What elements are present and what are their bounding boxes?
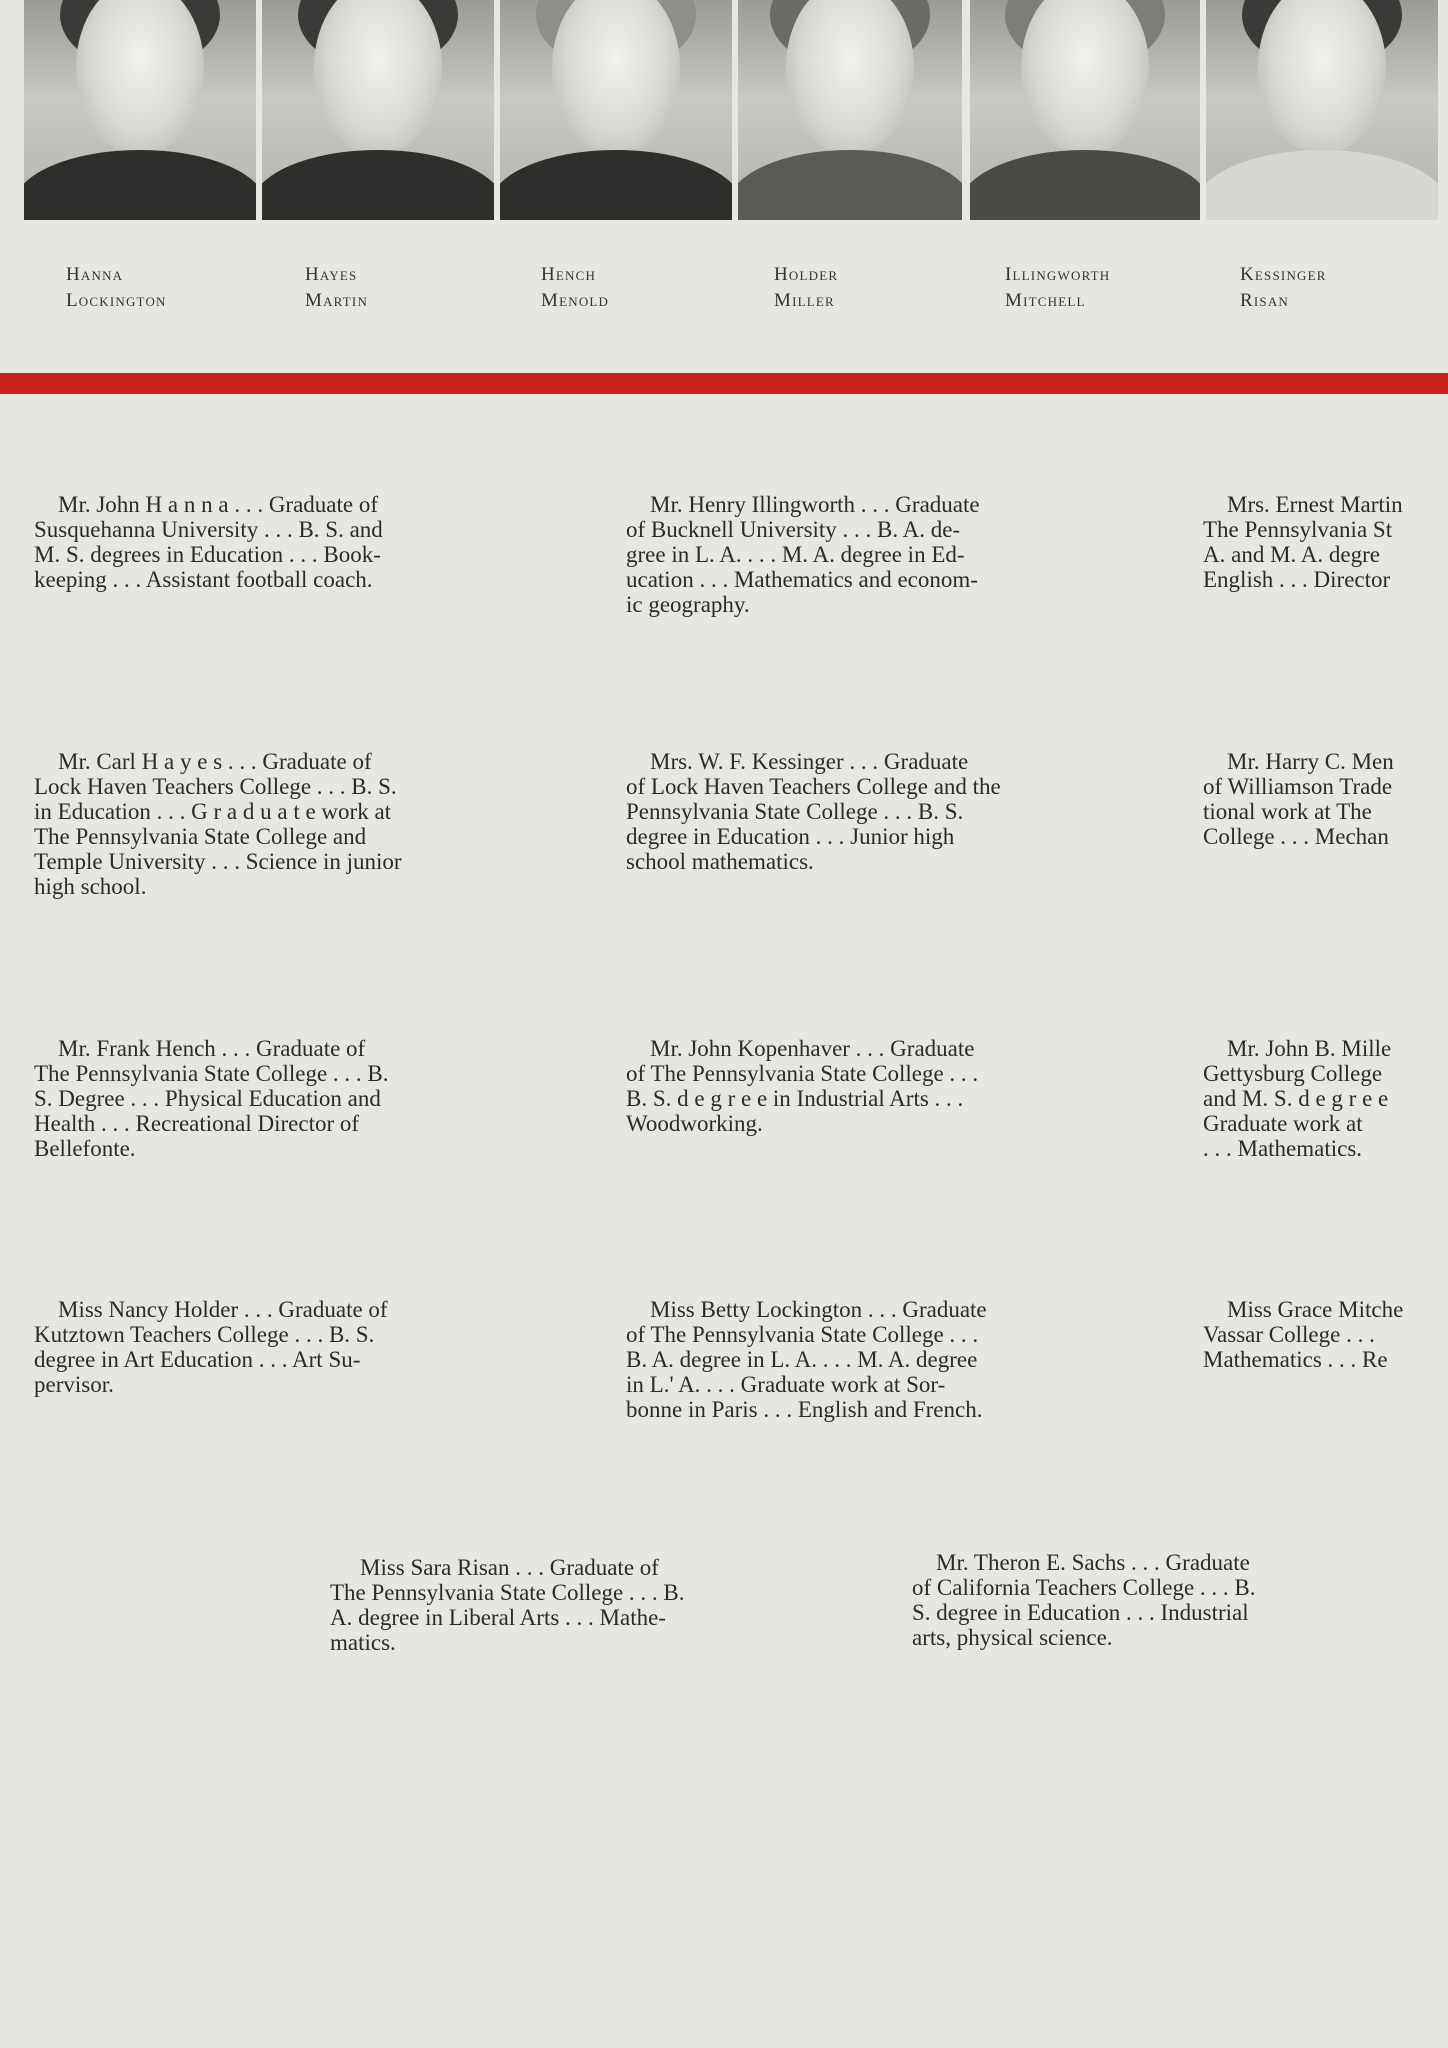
bio-line: S. degree in Education . . . Industrial <box>912 1600 1249 1625</box>
bio-hench <box>34 1036 506 1161</box>
portrait-hench <box>500 0 732 220</box>
photo-caption <box>66 262 167 314</box>
bio-holder <box>34 1297 506 1397</box>
bio-line: S. Degree . . . Physical Education and <box>34 1086 381 1111</box>
bio-line: ic geography. <box>626 592 750 617</box>
bio-line: degree in Education . . . Junior high <box>626 824 955 849</box>
bio-line: The Pennsylvania State College . . . B. <box>34 1061 389 1086</box>
caption-line-2: Mitchell <box>1005 290 1086 311</box>
bio-line: The Pennsylvania State College and <box>34 824 367 849</box>
bio-line: Pennsylvania State College . . . B. S. <box>626 799 964 824</box>
bio-line: English . . . Director <box>1203 567 1391 592</box>
bio-line: in Education . . . G r a d u a t e work at <box>34 799 392 824</box>
portrait-hayes <box>262 0 494 220</box>
caption-line-2: Martin <box>305 290 369 311</box>
photo-caption <box>305 262 368 314</box>
caption-line-2: Risan <box>1240 290 1290 311</box>
bio-line: Bellefonte. <box>34 1136 136 1161</box>
bio-line: B. A. degree in L. A. . . . M. A. degree <box>626 1347 978 1372</box>
bio-line: and M. S. d e g r e e <box>1203 1086 1389 1111</box>
bio-line: keeping . . . Assistant football coach. <box>34 567 373 592</box>
bio-line: bonne in Paris . . . English and French. <box>626 1397 983 1422</box>
caption-line-2: Miller <box>774 290 835 311</box>
bio-line: of The Pennsylvania State College . . . <box>626 1061 979 1086</box>
bio-line: of The Pennsylvania State College . . . <box>626 1322 979 1347</box>
bio-line: tional work at The <box>1203 799 1372 824</box>
portrait-holder <box>738 0 962 220</box>
bio-line: arts, physical science. <box>912 1625 1113 1650</box>
bio-line: of Lock Haven Teachers College and the <box>626 774 1001 799</box>
caption-line-1: Hanna <box>66 264 124 285</box>
caption-line-1: Hayes <box>305 264 358 285</box>
bio-line: College . . . Mechan <box>1203 824 1389 849</box>
faculty-photo-strip <box>0 0 1448 222</box>
caption-line-2: Menold <box>541 290 610 311</box>
bio-line: Miss Nancy Holder . . . Graduate of <box>58 1297 388 1322</box>
bio-line: gree in L. A. . . . M. A. degree in Ed- <box>626 542 965 567</box>
bio-sachs <box>912 1550 1384 1650</box>
bio-line: Vassar College . . . <box>1203 1322 1375 1347</box>
photo-caption <box>541 262 609 314</box>
bio-line: of California Teachers College . . . B. <box>912 1575 1256 1600</box>
bio-line: B. S. d e g r e e in Industrial Arts . . . <box>626 1086 964 1111</box>
bio-martin <box>1203 492 1448 592</box>
bio-kessinger <box>626 749 1088 874</box>
caption-line-1: Kessinger <box>1240 264 1327 285</box>
bio-hanna <box>34 492 506 592</box>
bio-hayes <box>34 749 506 899</box>
bio-miller <box>1203 1036 1448 1161</box>
portrait-hanna <box>24 0 256 220</box>
caption-line-1: Hench <box>541 264 597 285</box>
bio-line: Gettysburg College <box>1203 1061 1383 1086</box>
portrait-illingworth <box>970 0 1200 220</box>
bio-line: Susquehanna University . . . B. S. and <box>34 517 383 542</box>
bio-menold <box>1203 749 1448 849</box>
photo-caption <box>1240 262 1327 314</box>
caption-line-1: Illingworth <box>1005 264 1111 285</box>
bio-line: A. and M. A. degre <box>1203 542 1380 567</box>
bio-line: Miss Sara Risan . . . Graduate of <box>360 1555 659 1580</box>
photo-caption <box>1005 262 1110 314</box>
bio-line: Mr. Frank Hench . . . Graduate of <box>58 1036 366 1061</box>
bio-line: pervisor. <box>34 1372 114 1397</box>
bio-line: The Pennsylvania St <box>1203 517 1393 542</box>
bio-line: Woodworking. <box>626 1111 763 1136</box>
bio-line: M. S. degrees in Education . . . Book- <box>34 542 381 567</box>
bio-lockington <box>626 1297 1088 1422</box>
bio-line: Miss Betty Lockington . . . Graduate <box>650 1297 987 1322</box>
bio-line: school mathematics. <box>626 849 814 874</box>
photo-caption-row <box>0 262 1448 322</box>
bio-line: ucation . . . Mathematics and econom- <box>626 567 978 592</box>
bio-line: of Bucknell University . . . B. A. de- <box>626 517 961 542</box>
bio-line: Mr. John H a n n a . . . Graduate of <box>58 492 379 517</box>
bio-line: Mr. John B. Mille <box>1227 1036 1392 1061</box>
bio-line: degree in Art Education . . . Art Su- <box>34 1347 361 1372</box>
bio-line: Mrs. Ernest Martin <box>1227 492 1403 517</box>
bio-line: Lock Haven Teachers College . . . B. S. <box>34 774 397 799</box>
bio-line: Graduate work at <box>1203 1111 1363 1136</box>
bio-mitchell <box>1203 1297 1448 1372</box>
bio-line: A. degree in Liberal Arts . . . Mathe- <box>330 1605 666 1630</box>
caption-line-2: Lockington <box>66 290 167 311</box>
photo-caption <box>774 262 838 314</box>
bio-line: Mr. Harry C. Men <box>1227 749 1394 774</box>
bio-line: Mr. Henry Illingworth . . . Graduate <box>650 492 980 517</box>
bio-line: The Pennsylvania State College . . . B. <box>330 1580 685 1605</box>
bio-line: Mr. John Kopenhaver . . . Graduate <box>650 1036 975 1061</box>
bio-line: in L.' A. . . . Graduate work at Sor- <box>626 1372 946 1397</box>
bio-line: Health . . . Recreational Director of <box>34 1111 360 1136</box>
bio-illingworth <box>626 492 1088 617</box>
bio-line: Mr. Theron E. Sachs . . . Graduate <box>936 1550 1250 1575</box>
bio-line: high school. <box>34 874 147 899</box>
bio-line: Kutztown Teachers College . . . B. S. <box>34 1322 375 1347</box>
bio-line: Mathematics . . . Re <box>1203 1347 1388 1372</box>
caption-line-1: Holder <box>774 264 839 285</box>
bio-line: . . . Mathematics. <box>1203 1136 1363 1161</box>
bio-line: Mr. Carl H a y e s . . . Graduate of <box>58 749 372 774</box>
bio-line: Mrs. W. F. Kessinger . . . Graduate <box>650 749 969 774</box>
bio-line: Temple University . . . Science in junior <box>34 849 402 874</box>
bio-line: matics. <box>330 1630 396 1655</box>
bio-line: of Williamson Trade <box>1203 774 1393 799</box>
red-divider-rule <box>0 373 1448 394</box>
bio-risan <box>330 1555 800 1655</box>
portrait-kessinger <box>1206 0 1438 220</box>
bio-kopenhaver <box>626 1036 1088 1136</box>
bio-line: Miss Grace Mitche <box>1227 1297 1404 1322</box>
